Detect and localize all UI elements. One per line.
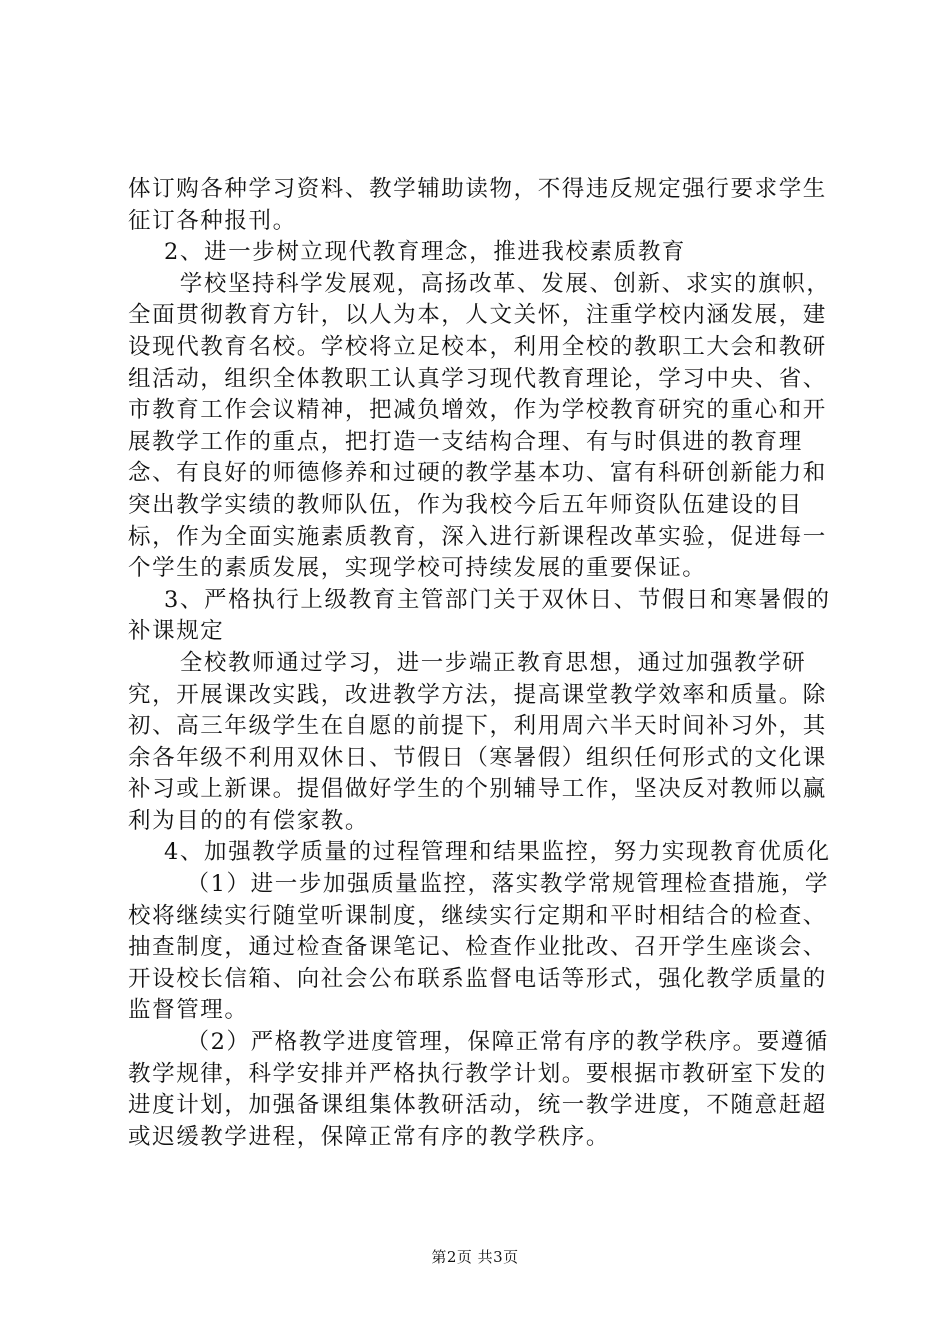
- section-heading: 3、严格执行上级教育主管部门关于双休日、节假日和寒暑假的补课规定: [128, 586, 831, 645]
- section-heading: 4、加强教学质量的过程管理和结果监控，努力实现教育优质化: [164, 839, 831, 866]
- paragraph: 全校教师通过学习，进一步端正教育思想，通过加强教学研究，开展课改实践，改进教学方法，提高课堂教学效率和质量。除初、高三年级学生在自愿的前提下，利用周六半天时间补习外，其余各年级不利用双休日、节假日（寒暑假）组织任何形式的文化课补习或上新课。提倡做好学生的个别辅导工作，坚决反对教师以赢利为目的的有偿家教。: [128, 649, 827, 834]
- paragraph: 学校坚持科学发展观，高扬改革、发展、创新、求实的旗帜，全面贯彻教育方针，以人为本，人文关怀，注重学校内涵发展，建设现代教育名校。学校将立足校本，利用全校的教职工大会和教研组活动，组织全体教职工认真学习现代教育理论，学习中央、省、市教育工作会议精神，把减负增效，作为学校教育研究的重心和开展教学工作的重点，把打造一支结构合理、有与时俱进的教育理念、有良好的师德修养和过硬的教学基本功、富有科研创新能力和突出教学实绩的教师队伍，作为我校今后五年师资队伍建设的目标，作为全面实施素质教育，深入进行新课程改革实验，促进每一个学生的素质发展，实现学校可持续发展的重要保证。: [128, 270, 831, 582]
- page-number-footer: 第2页 共3页: [431, 1248, 519, 1266]
- section-heading: 2、进一步树立现代教育理念，推进我校素质教育: [164, 239, 687, 266]
- paragraph: （1）进一步加强质量监控，落实教学常规管理检查措施，学校将继续实行随堂听课制度，继续实行定期和平时相结合的检查、抽查制度，通过检查备课笔记、检查作业批改、召开学生座谈会、开设校长信箱、向社会公布联系监督电话等形式，强化教学质量的监督管理。: [128, 871, 830, 1024]
- paragraph: 体订购各种学习资料、教学辅助读物，不得违反规定强行要求学生征订各种报刊。: [128, 176, 827, 234]
- paragraph: （2）严格教学进度管理，保障正常有序的教学秩序。要遵循教学规律，科学安排并严格执行教学计划。要根据市教研室下发的进度计划，加强备课组集体教研活动，统一教学进度，不随意赶超或迟缓教学进程，保障正常有序的教学秩序。: [128, 1029, 830, 1150]
- document-body: [128, 174, 844, 1153]
